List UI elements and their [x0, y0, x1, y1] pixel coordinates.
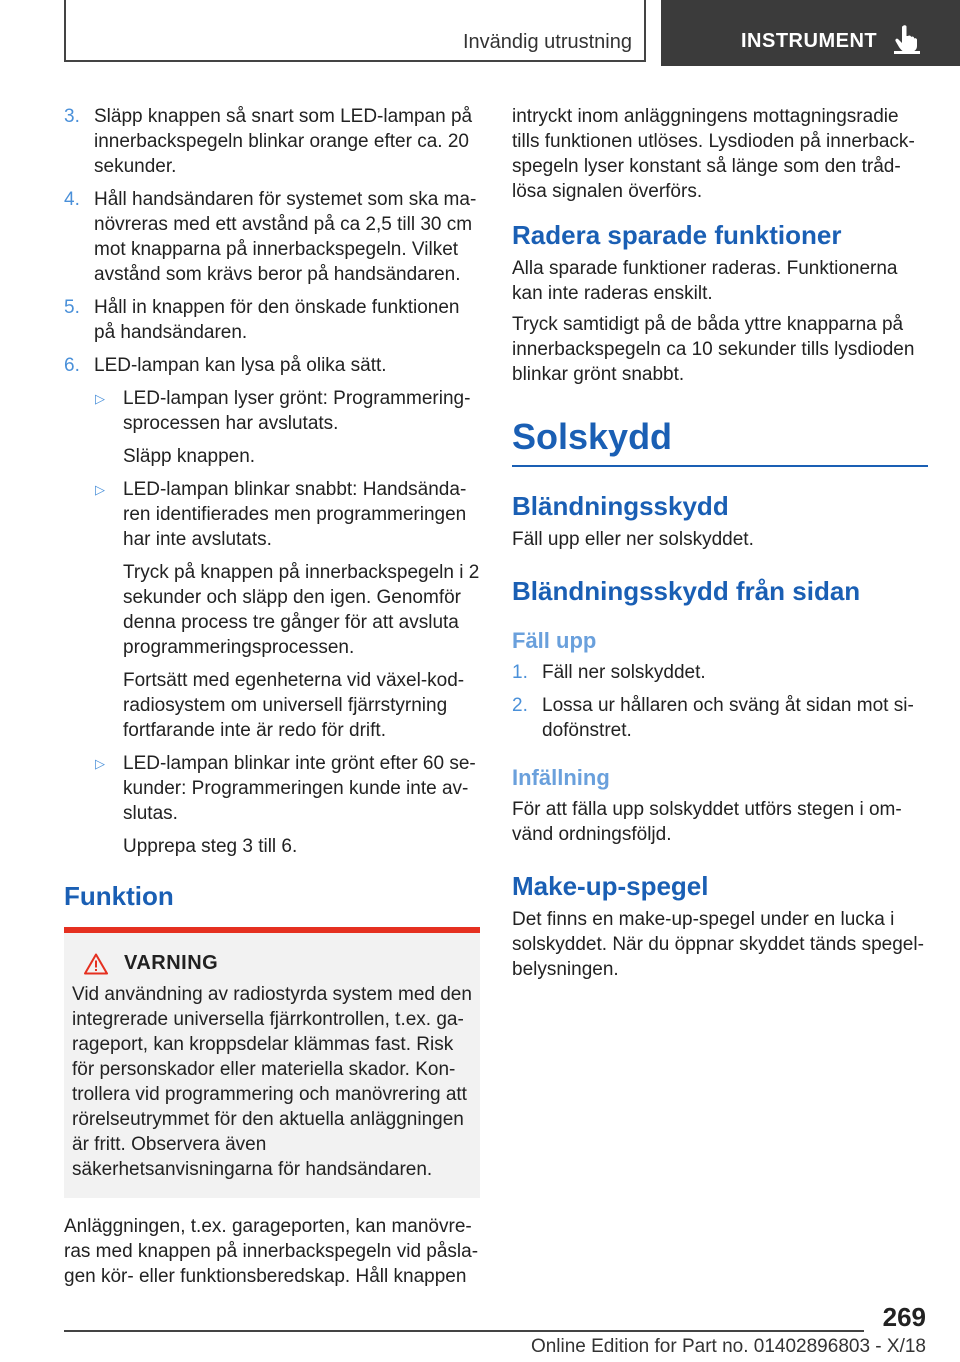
- radera-heading: Radera sparade funktioner: [512, 220, 842, 250]
- warning-triangle-icon: [84, 953, 108, 975]
- bullet-item: [64, 477, 480, 552]
- step-number: 1.: [512, 662, 528, 683]
- bullet-followup: Tryck på knappen på innerbackspegeln i 2 sekunder och släpp den igen. Genomför denna process tre gånger för att avsluta programmeringsprocessen.: [123, 562, 480, 658]
- funktion-heading: Funktion: [64, 881, 174, 911]
- left-column: [64, 104, 480, 1289]
- triangle-bullet-icon: ▷: [95, 756, 105, 771]
- header-section-title: Invändig utrustning: [462, 31, 632, 53]
- triangle-bullet-icon: ▷: [95, 391, 105, 406]
- step-text: Lossa ur hållaren och sväng åt sidan mot sidofönstret.: [542, 695, 914, 741]
- bullet-followup: Släpp knappen.: [123, 446, 256, 467]
- step-item: [64, 104, 480, 179]
- bullet-followup: Fortsätt med egenheterna vid växel-kodradiosystem om universell fjärrstyrning fortfarande inte är redo för drift.: [123, 670, 465, 741]
- blandningsskydd-sidan-heading: Bländningsskydd från sidan: [512, 576, 861, 606]
- right-column: [512, 104, 928, 982]
- header-section-tab: [64, 0, 646, 62]
- page-number: 269: [882, 1302, 926, 1332]
- warning-label: VARNING: [124, 952, 219, 974]
- step-number: 3.: [64, 106, 80, 127]
- solskydd-heading: Solskydd: [512, 417, 928, 467]
- triangle-bullet-icon: ▷: [95, 482, 105, 497]
- footer-edition: Online Edition for Part no. 01402896803 - X/18: [530, 1336, 926, 1357]
- step-text: Släpp knappen så snart som LED-lampan på innerbackspegeln blinkar orange efter ca. 20 sekunder.: [94, 106, 473, 177]
- bullet-text: LED-lampan blinkar snabbt: Handsändaren identifierades men programmeringen har inte avslutats.: [123, 479, 467, 550]
- step-text: Håll handsändaren för systemet som ska manövreras med ett avstånd på ca 2,5 till 30 cm mot knapparna på innerbackspegeln. Vilket avstånd som krävs beror på handsändaren.: [94, 189, 477, 285]
- step-text: Håll in knappen för den önskade funktionen på handsändaren.: [94, 297, 460, 343]
- fall-upp-heading: Fäll upp: [512, 628, 597, 653]
- paragraph: Det finns en make-up-spegel under en lucka i solskyddet. När du öppnar skyddet tänds spegelbelysningen.: [512, 909, 924, 980]
- step-item: [64, 353, 480, 378]
- step-number: 4.: [64, 189, 80, 210]
- step-item: [512, 693, 928, 743]
- makeup-spegel-heading: Make-up-spegel: [512, 871, 709, 901]
- warning-text: Vid användning av radiostyrda system med den integrerade universella fjärrkontrollen, t.ex. garageport, kan kroppsdelar klämmas fast. Risk för personskador eller materiella skador. Kontrollera vid programmering och manövrering att rörelseutrymmet för den aktuella anläggningen är fritt. Observera även säkerhetsanvisningarna för handsändaren.: [72, 984, 472, 1180]
- bullet-followup: Upprepa steg 3 till 6.: [123, 836, 298, 857]
- blandningsskydd-heading: Bländningsskydd: [512, 491, 729, 521]
- infallning-heading: Infällning: [512, 765, 610, 790]
- hand-pointer-icon: [894, 24, 920, 54]
- bullet-text: LED-lampan blinkar inte grönt efter 60 sekunder: Programmeringen kunde inte avslutas.: [123, 753, 476, 824]
- bullet-item: [64, 751, 480, 826]
- footer-divider: [64, 1330, 864, 1332]
- paragraph: Tryck samtidigt på de båda yttre knapparna på innerbackspegeln ca 10 sekunder tills lysdioden blinkar grönt snabbt.: [512, 314, 915, 385]
- step-text: Fäll ner solskyddet.: [542, 662, 706, 683]
- step-item: [64, 295, 480, 345]
- paragraph: intryckt inom anläggningens mottagningsradie tills funktionen utlöses. Lysdioden på innerbackspegeln lyser konstant så länge som den trådlösa signalen överförs.: [512, 106, 915, 202]
- header-chapter-tab: [661, 0, 960, 66]
- header-chapter-title: INSTRUMENT: [741, 30, 878, 52]
- warning-box: [64, 933, 480, 1198]
- step-number: 5.: [64, 297, 80, 318]
- step-number: 2.: [512, 695, 528, 716]
- bullet-text: LED-lampan lyser grönt: Programmeringsprocessen har avslutats.: [123, 388, 471, 434]
- paragraph: Alla sparade funktioner raderas. Funktionerna kan inte raderas enskilt.: [512, 258, 898, 304]
- warning-title: [72, 951, 472, 976]
- paragraph: Fäll upp eller ner solskyddet.: [512, 529, 754, 550]
- step-item: [64, 187, 480, 287]
- paragraph: För att fälla upp solskyddet utförs stegen i omvänd ordningsföljd.: [512, 799, 902, 845]
- step-item: [512, 660, 928, 685]
- step-text: LED-lampan kan lysa på olika sätt.: [94, 355, 387, 376]
- bullet-item: [64, 386, 480, 436]
- paragraph: Anläggningen, t.ex. garageporten, kan manövreras med knappen på innerbackspegeln vid påslagen kör- eller funktionsberedskap. Håll knappen: [64, 1216, 479, 1287]
- step-number: 6.: [64, 355, 80, 376]
